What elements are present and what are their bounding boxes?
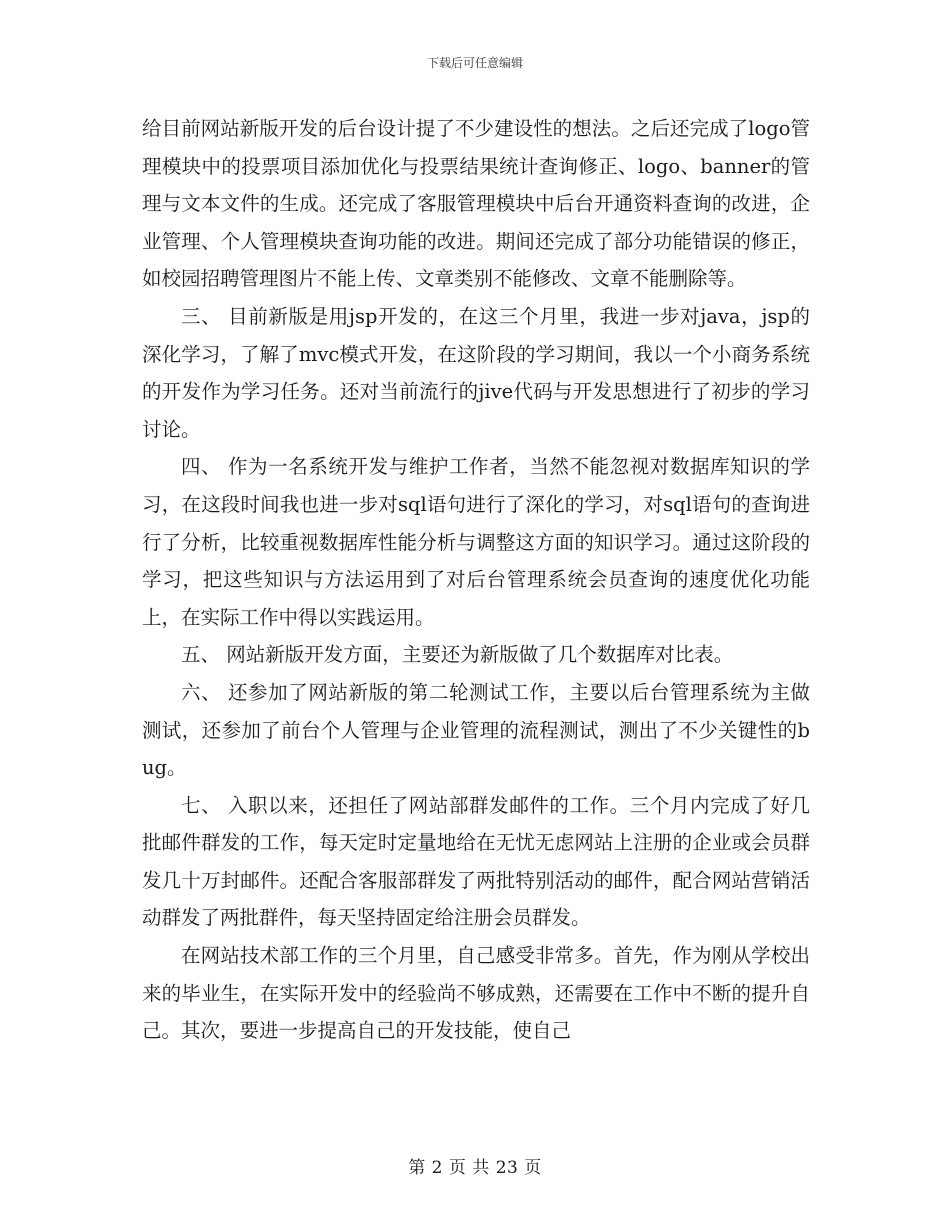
paragraph-2: 三、 目前新版是用jsp开发的，在这三个月里，我进一步对java，jsp的深化学习，了解了mvc模式开发，在这阶段的学习期间，我以一个小商务系统的开发作为学习任务。还对当前流行的jive代码与开发思想进行了初步的学习讨论。 <box>142 304 810 441</box>
document-body <box>142 110 810 1050</box>
paragraph-3: 四、 作为一名系统开发与维护工作者，当然不能忽视对数据库知识的学习，在这段时间我也进一步对sql语句进行了深化的学习，对sql语句的查询进行了分析，比较重视数据库性能分析与调整这方面的知识学习。通过这阶段的学习，把这些知识与方法运用到了对后台管理系统会员查询的速度优化功能上，在实际工作中得以实践运用。 <box>142 455 810 629</box>
page-header-note: 下载后可任意编辑 <box>426 56 523 70</box>
page-number-footer: 第 2 页 共 23 页 <box>408 1158 542 1178</box>
paragraph-6: 七、 入职以来，还担任了网站部群发邮件的工作。三个月内完成了好几批邮件群发的工作，每天定时定量地给在无忧无虑网站上注册的企业或会员群发几十万封邮件。还配合客服部群发了两批特别活动的邮件，配合网站营销活动群发了两批群件，每天坚持固定给注册会员群发。 <box>142 793 810 930</box>
paragraph-1: 给目前网站新版开发的后台设计提了不少建设性的想法。之后还完成了logo管理模块中的投票项目添加优化与投票结果统计查询修正、logo、banner的管理与文本文件的生成。还完成了客服管理模块中后台开通资料查询的改进，企业管理、个人管理模块查询功能的改进。期间还完成了部分功能错误的修正，如校园招聘管理图片不能上传、文章类别不能修改、文章不能删除等。 <box>142 117 810 291</box>
paragraph-5: 六、 还参加了网站新版的第二轮测试工作，主要以后台管理系统为主做测试，还参加了前台个人管理与企业管理的流程测试，测出了不少关键性的bug。 <box>142 680 810 780</box>
paragraph-4: 五、 网站新版开发方面，主要还为新版做了几个数据库对比表。 <box>181 643 734 667</box>
paragraph-7: 在网站技术部工作的三个月里，自己感受非常多。首先，作为刚从学校出来的毕业生，在实际开发中的经验尚不够成熟，还需要在工作中不断的提升自己。其次，要进一步提高自己的开发技能，使自己 <box>142 944 810 1043</box>
